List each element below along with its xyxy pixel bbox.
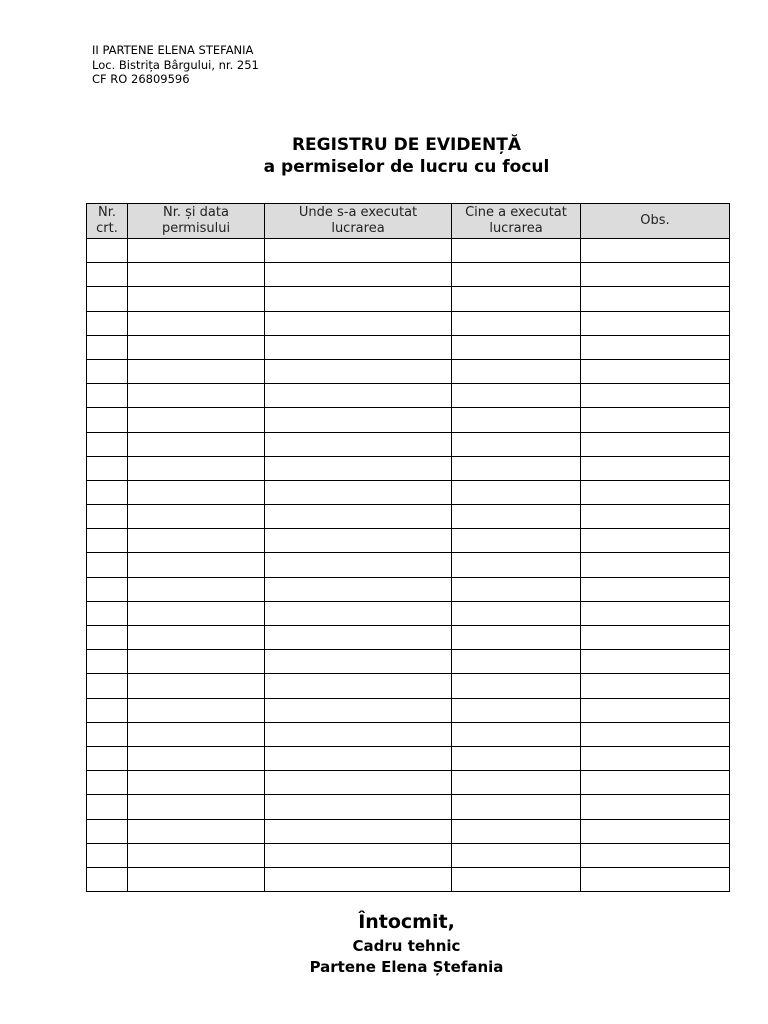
table-row [87, 626, 730, 650]
table-row [87, 843, 730, 867]
table-cell[interactable] [581, 577, 730, 601]
table-row [87, 553, 730, 577]
table-cell[interactable] [265, 626, 452, 650]
table-row [87, 505, 730, 529]
table-cell[interactable] [265, 456, 452, 480]
table-row [87, 480, 730, 504]
signature-role: Cadru tehnic [352, 937, 461, 955]
column-header-permit-number-date [128, 204, 265, 239]
table-row [87, 819, 730, 843]
table-cell[interactable] [265, 263, 452, 287]
table-cell[interactable] [452, 359, 581, 383]
table-cell[interactable] [452, 311, 581, 335]
table-cell[interactable] [128, 771, 265, 795]
table-cell[interactable] [452, 408, 581, 432]
table-cell[interactable] [87, 626, 128, 650]
company-address: Loc. Bistrița Bârgului, nr. 251 [92, 57, 259, 72]
table-cell[interactable] [452, 746, 581, 770]
table-cell[interactable] [128, 529, 265, 553]
table-cell[interactable] [265, 408, 452, 432]
table-cell[interactable] [128, 867, 265, 891]
table-cell[interactable] [581, 843, 730, 867]
table-cell[interactable] [265, 867, 452, 891]
table-cell[interactable] [265, 287, 452, 311]
table-cell[interactable] [265, 819, 452, 843]
table-cell[interactable] [128, 819, 265, 843]
table-cell[interactable] [128, 746, 265, 770]
table-cell[interactable] [452, 480, 581, 504]
table-cell[interactable] [87, 384, 128, 408]
table-cell[interactable] [581, 722, 730, 746]
table-cell[interactable] [452, 505, 581, 529]
table-cell[interactable] [87, 456, 128, 480]
table-row [87, 335, 730, 359]
table-cell[interactable] [128, 480, 265, 504]
table-cell[interactable] [128, 335, 265, 359]
table-header-row [87, 204, 730, 239]
column-header-line: permisului [161, 221, 231, 236]
table-cell[interactable] [87, 795, 128, 819]
table-row [87, 674, 730, 698]
table-cell[interactable] [581, 626, 730, 650]
table-cell[interactable] [265, 601, 452, 625]
table-row [87, 650, 730, 674]
table-cell[interactable] [128, 505, 265, 529]
table-cell[interactable] [452, 698, 581, 722]
signature-name: Partene Elena Ștefania [309, 958, 504, 976]
table-row [87, 311, 730, 335]
table-cell[interactable] [581, 601, 730, 625]
table-cell[interactable] [452, 239, 581, 263]
table-cell[interactable] [128, 795, 265, 819]
column-header-line: Nr. [97, 205, 116, 220]
table-cell[interactable] [265, 746, 452, 770]
table-cell[interactable] [265, 698, 452, 722]
table-row [87, 432, 730, 456]
table-cell[interactable] [452, 456, 581, 480]
table-row [87, 359, 730, 383]
column-header-executed-by [452, 204, 581, 239]
table-cell[interactable] [128, 626, 265, 650]
table-cell[interactable] [128, 432, 265, 456]
register-table-body [87, 239, 730, 892]
table-cell[interactable] [452, 674, 581, 698]
table-cell[interactable] [128, 843, 265, 867]
table-cell[interactable] [128, 287, 265, 311]
table-cell[interactable] [87, 480, 128, 504]
table-cell[interactable] [87, 311, 128, 335]
company-fiscal-code: CF RO 26809596 [92, 72, 190, 86]
table-cell[interactable] [128, 311, 265, 335]
table-cell[interactable] [265, 722, 452, 746]
table-cell[interactable] [128, 408, 265, 432]
table-cell[interactable] [265, 335, 452, 359]
table-row [87, 771, 730, 795]
table-cell[interactable] [87, 432, 128, 456]
table-cell[interactable] [452, 843, 581, 867]
table-cell[interactable] [265, 553, 452, 577]
table-cell[interactable] [452, 287, 581, 311]
table-cell[interactable] [581, 505, 730, 529]
table-cell[interactable] [581, 335, 730, 359]
table-cell[interactable] [87, 819, 128, 843]
table-cell[interactable] [265, 529, 452, 553]
table-cell[interactable] [581, 529, 730, 553]
table-cell[interactable] [128, 650, 265, 674]
table-cell[interactable] [128, 722, 265, 746]
column-header-nr-crt [87, 204, 128, 239]
title-line-1: REGISTRU DE EVIDENȚĂ [291, 135, 522, 155]
table-cell[interactable] [581, 287, 730, 311]
table-cell[interactable] [87, 335, 128, 359]
table-row [87, 529, 730, 553]
column-header-line: Cine a executat [465, 205, 567, 220]
table-cell[interactable] [581, 650, 730, 674]
table-cell[interactable] [452, 432, 581, 456]
table-cell[interactable] [87, 722, 128, 746]
table-cell[interactable] [87, 698, 128, 722]
table-cell[interactable] [452, 795, 581, 819]
column-header-observations [581, 204, 730, 239]
table-cell[interactable] [452, 867, 581, 891]
table-cell[interactable] [581, 771, 730, 795]
table-cell[interactable] [87, 263, 128, 287]
table-cell[interactable] [452, 771, 581, 795]
table-cell[interactable] [581, 263, 730, 287]
table-cell[interactable] [128, 601, 265, 625]
table-cell[interactable] [128, 456, 265, 480]
table-cell[interactable] [128, 698, 265, 722]
column-header-work-location [265, 204, 452, 239]
column-header-line: crt. [96, 221, 118, 236]
table-cell[interactable] [128, 384, 265, 408]
table-cell[interactable] [265, 771, 452, 795]
table-cell[interactable] [87, 359, 128, 383]
table-cell[interactable] [452, 650, 581, 674]
table-cell[interactable] [452, 529, 581, 553]
company-header [92, 43, 259, 87]
table-cell[interactable] [87, 867, 128, 891]
title-line-2: a permiselor de lucru cu focul [263, 157, 550, 177]
table-cell[interactable] [128, 239, 265, 263]
table-cell[interactable] [265, 480, 452, 504]
table-cell[interactable] [581, 408, 730, 432]
table-cell[interactable] [128, 359, 265, 383]
table-cell[interactable] [87, 239, 128, 263]
table-cell[interactable] [87, 601, 128, 625]
table-cell[interactable] [452, 601, 581, 625]
company-name: II PARTENE ELENA STEFANIA [92, 43, 254, 57]
table-cell[interactable] [452, 819, 581, 843]
table-cell[interactable] [265, 674, 452, 698]
column-header-line: Unde s-a executat [298, 205, 418, 220]
table-cell[interactable] [128, 674, 265, 698]
signature-prepared-by: Întocmit, [358, 911, 455, 933]
table-cell[interactable] [87, 408, 128, 432]
table-cell[interactable] [581, 746, 730, 770]
table-cell[interactable] [581, 674, 730, 698]
table-cell[interactable] [87, 505, 128, 529]
register-table [86, 203, 730, 892]
table-cell[interactable] [265, 432, 452, 456]
table-cell[interactable] [265, 843, 452, 867]
table-cell[interactable] [581, 480, 730, 504]
table-row [87, 698, 730, 722]
table-cell[interactable] [452, 722, 581, 746]
table-cell[interactable] [128, 263, 265, 287]
table-cell[interactable] [87, 650, 128, 674]
table-cell[interactable] [265, 239, 452, 263]
table-row [87, 867, 730, 891]
table-cell[interactable] [87, 771, 128, 795]
table-cell[interactable] [581, 359, 730, 383]
column-header-line: lucrarea [331, 221, 385, 236]
table-cell[interactable] [265, 795, 452, 819]
table-row [87, 577, 730, 601]
document-title [0, 134, 768, 178]
table-row [87, 456, 730, 480]
table-cell[interactable] [452, 384, 581, 408]
table-cell[interactable] [581, 698, 730, 722]
table-cell[interactable] [581, 384, 730, 408]
table-cell[interactable] [581, 795, 730, 819]
table-cell[interactable] [128, 553, 265, 577]
table-cell[interactable] [581, 239, 730, 263]
table-cell[interactable] [265, 359, 452, 383]
table-cell[interactable] [87, 674, 128, 698]
table-cell[interactable] [265, 384, 452, 408]
table-row [87, 722, 730, 746]
table-row [87, 263, 730, 287]
table-cell[interactable] [452, 577, 581, 601]
table-row [87, 601, 730, 625]
table-cell[interactable] [87, 529, 128, 553]
column-header-line: lucrarea [489, 221, 543, 236]
table-row [87, 408, 730, 432]
table-cell[interactable] [452, 263, 581, 287]
table-cell[interactable] [452, 335, 581, 359]
table-cell[interactable] [128, 577, 265, 601]
table-cell[interactable] [265, 505, 452, 529]
table-row [87, 795, 730, 819]
table-row [87, 239, 730, 263]
table-row [87, 384, 730, 408]
table-cell[interactable] [265, 577, 452, 601]
table-cell[interactable] [87, 577, 128, 601]
table-cell[interactable] [87, 843, 128, 867]
column-header-line: Nr. și data [163, 205, 229, 220]
table-cell[interactable] [452, 626, 581, 650]
table-cell[interactable] [265, 650, 452, 674]
table-cell[interactable] [265, 311, 452, 335]
table-cell[interactable] [87, 287, 128, 311]
table-cell[interactable] [581, 456, 730, 480]
table-row [87, 746, 730, 770]
table-cell[interactable] [581, 432, 730, 456]
table-cell[interactable] [452, 553, 581, 577]
table-cell[interactable] [581, 311, 730, 335]
column-header-line: Obs. [640, 213, 670, 228]
table-cell[interactable] [87, 553, 128, 577]
table-cell[interactable] [581, 819, 730, 843]
table-cell[interactable] [581, 867, 730, 891]
table-row [87, 287, 730, 311]
table-cell[interactable] [581, 553, 730, 577]
table-cell[interactable] [87, 746, 128, 770]
